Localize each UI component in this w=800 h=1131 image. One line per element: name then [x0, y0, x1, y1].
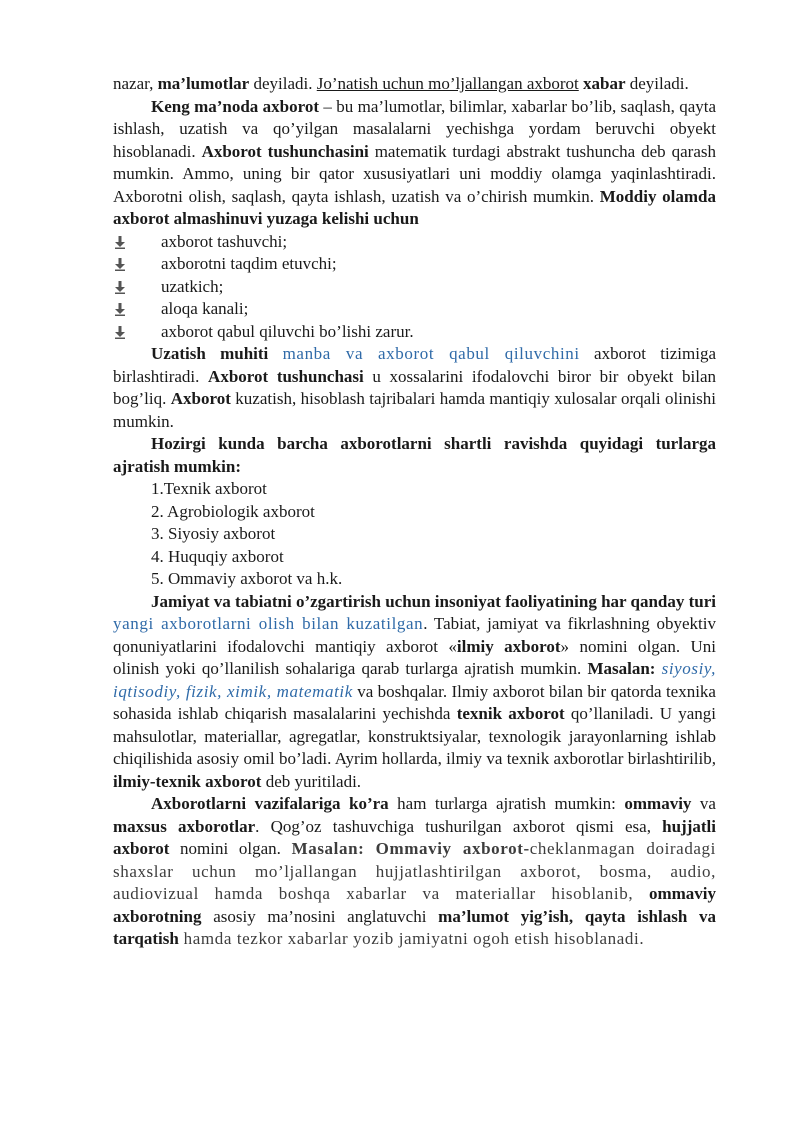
list-item-text: axborotni taqdim etuvchi;	[161, 254, 337, 273]
list-item-text: axborot tashuvchi;	[161, 231, 288, 251]
paragraph-definitions	[113, 73, 716, 96]
list-item	[113, 321, 716, 344]
arrow-down-bullet-icon	[115, 326, 125, 339]
term-ommaviy-axborot: Masalan: Ommaviy axborot-	[291, 839, 530, 858]
text-run: . Tabiat, jamiyat va fikrlashning obyektiv qonuniyatlarini ifodalovchi mantiqiy axborot «	[113, 614, 716, 656]
text-run: deb yuritiladi.	[261, 771, 362, 791]
paragraph-functions	[113, 793, 716, 951]
text-run: va boshqalar. Ilmiy axborot bilan bir qatorda texnika sohasida ishlab chiqarish masalalarini yechishda	[113, 681, 716, 723]
text-run: ham turlarga ajratish mumkin:	[388, 794, 625, 813]
arrow-down-bullet-icon	[115, 236, 125, 249]
type-item: 5. Ommaviy axborot va h.k.	[151, 569, 343, 588]
bold-run: axborot almashinuvi yuzaga kelishi uchun	[113, 209, 419, 228]
text-run: – bu ma’lumotlar, bilimlar, xabarlar bo’lib, saqlash, qayta ishlash, uzatish va qo’yilgan masalalarni yechishga yordam beruvchi obyekt hisoblanadi.	[113, 96, 717, 161]
document-page	[113, 73, 716, 951]
term-masalan: Masalan:	[587, 659, 656, 678]
text-run	[268, 344, 282, 363]
term-moddiy-olamda: Moddiy olamda	[599, 186, 716, 206]
text-run: nazar,	[113, 74, 158, 93]
text-run: » nomini olgan. Uni olinish yoki qo’llanilish sohalariga qarab turlarga ajratish mumkin.	[113, 636, 716, 678]
bold-run: Axborotlarni vazifalariga ko’ra	[151, 794, 389, 813]
term-axborot-tushunchasi: Axborot tushunchasi	[208, 366, 364, 386]
term-malumotlar: ma’lumotlar	[157, 74, 250, 93]
text-run: . Qog’oz tashuvchiga tushurilgan axborot qismi esa,	[255, 816, 663, 836]
list-item-text: aloqa kanali;	[161, 299, 249, 318]
text-run: va	[691, 794, 716, 813]
text-run: qo’llaniladi. U yangi mahsulotlar, materiallar, agregatlar, konstruktsiyalar, texnologik jarayonlarning ishlab chiqilishida asosiy omil bo’ladi. Ayrim hollarda, ilmiy va texnik axborotlar birlashtirilib,	[113, 704, 716, 768]
bold-run: Jamiyat va tabiatni o’zgartirish uchun insoniyat faoliyatining har qanday turi	[151, 591, 717, 611]
type-item: 1.Texnik axborot	[151, 479, 267, 498]
term-xabar: xabar	[583, 74, 626, 93]
highlighted-phrase: manba va axborot qabul qiluvchini	[282, 344, 580, 363]
bold-run: ma’lumot yig’ish, qayta ishlash va tarqatish	[113, 906, 716, 948]
arrow-down-bullet-icon	[115, 258, 125, 271]
gray-text-run: cheklanmagan doiradagi shaxslar uchun mo’ljallangan hujjatlashtirilgan axborot, bosma, audio, audiovizual hamda boshqa xabarlar va materiallar hisoblanib,	[113, 839, 716, 903]
term-uzatish-muhiti: Uzatish muhiti	[151, 344, 269, 363]
type-item: 3. Siyosiy axborot	[151, 524, 276, 543]
arrow-down-bullet-icon	[115, 281, 125, 294]
paragraph-broad-meaning	[113, 96, 716, 231]
text-run: matematik turdagi abstrakt tushuncha deb qarash mumkin. Ammo, uning bir qator xususiyatlari uni moddiy olamga yaqinlashtiradi. Axborotni olish, saqlash, qayta ishlash, uzatish va o’chirish mumkin.	[113, 141, 716, 206]
list-item	[113, 231, 716, 254]
text-run: deyiladi.	[625, 74, 689, 93]
types-heading: Hozirgi kunda barcha axborotlarni shartli ravishda quyidagi turlarga ajratish mumkin:	[113, 434, 716, 476]
term-axborot: Axborot	[170, 389, 231, 408]
requirements-list	[113, 231, 716, 344]
paragraph-scientific-info	[113, 591, 716, 794]
list-item-text: axborot qabul qiluvchi bo’lishi zarur.	[161, 321, 414, 341]
types-list	[113, 478, 716, 591]
text-run: asosiy ma’nosini anglatuvchi	[201, 906, 439, 926]
term-ommaviy: ommaviy	[624, 794, 692, 813]
highlighted-examples: siyosiy, iqtisodiy, fizik, ximik, matematik	[113, 659, 716, 701]
term-texnik-axborot: texnik axborot	[456, 704, 565, 723]
list-item-text: uzatkich;	[161, 276, 224, 296]
term-maxsus-axborotlar: maxsus axborotlar	[113, 816, 256, 836]
text-run: deyiladi.	[249, 74, 317, 93]
type-item: 2. Agrobiologik axborot	[151, 501, 315, 521]
text-run: u xossalarini ifodalovchi biror bir obyekt bilan bog’liq.	[113, 366, 717, 408]
term-keng-manoda-axborot: Keng ma’noda axborot	[151, 96, 320, 116]
underlined-phrase: Jo’natish uchun mo’ljallangan axborot	[316, 74, 579, 93]
list-item	[113, 276, 716, 299]
arrow-down-bullet-icon	[115, 303, 125, 316]
highlighted-phrase: yangi axborotlarni olish bilan kuzatilgan	[113, 614, 424, 633]
term-ilmiy-axborot: ilmiy axborot	[456, 636, 561, 656]
term-axborot-tushunchasini: Axborot tushunchasini	[201, 141, 369, 161]
gray-text-run: hamda tezkor xabarlar yozib jamiyatni ogoh etish hisoblanadi.	[178, 929, 645, 948]
text-run: kuzatish, hisoblash tajribalari hamda mantiqiy xulosalar orqali olinishi mumkin.	[113, 389, 717, 431]
text-run: axborot tizimiga birlashtiradi.	[113, 344, 716, 386]
term-hujjatli-axborot: hujjatli axborot	[113, 816, 716, 858]
term-ommaviy-axborotning: ommaviy axborotning	[113, 884, 716, 926]
list-item	[113, 253, 716, 276]
text-run: nomini olgan.	[169, 839, 292, 858]
list-item	[113, 298, 716, 321]
term-ilmiy-texnik-axborot: ilmiy-texnik axborot	[113, 771, 262, 791]
paragraph-transmission-medium	[113, 343, 716, 433]
type-item: 4. Huquqiy axborot	[151, 546, 284, 566]
paragraph-types-heading	[113, 433, 716, 478]
